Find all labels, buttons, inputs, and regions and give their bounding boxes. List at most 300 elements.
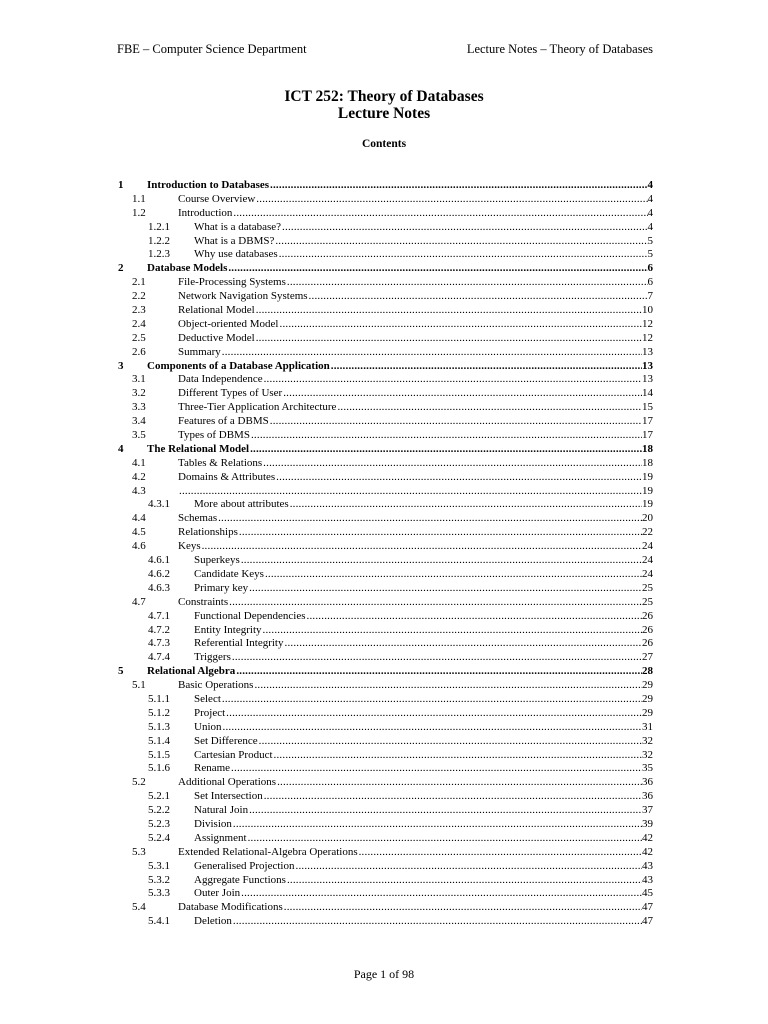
toc-entry-number: 5.2.3 bbox=[148, 817, 170, 830]
toc-entry-text bbox=[178, 276, 653, 290]
toc-entry[interactable] bbox=[117, 582, 653, 596]
toc-dot-leader bbox=[228, 262, 647, 276]
toc-entry-label: Why use databases bbox=[194, 248, 278, 261]
toc-entry-text bbox=[178, 679, 653, 693]
toc-entry-number: 1.2.1 bbox=[148, 220, 170, 233]
toc-entry-page: 13 bbox=[642, 359, 653, 372]
toc-dot-leader bbox=[263, 624, 642, 638]
toc-entry-page: 45 bbox=[642, 887, 653, 900]
toc-entry-label: Types of DBMS bbox=[178, 429, 250, 442]
toc-entry-text bbox=[147, 443, 653, 457]
toc-entry-number: 1.2 bbox=[132, 206, 146, 219]
toc-entry-label: Additional Operations bbox=[178, 776, 277, 789]
toc-dot-leader bbox=[248, 832, 642, 846]
toc-entry-text bbox=[178, 401, 653, 415]
toc-entry-text bbox=[194, 693, 653, 707]
toc-entry-text bbox=[147, 179, 653, 193]
toc-entry-text bbox=[147, 262, 653, 276]
toc-entry[interactable] bbox=[117, 485, 653, 499]
toc-entry[interactable] bbox=[117, 596, 653, 610]
toc-entry-page: 6 bbox=[647, 262, 653, 275]
toc-entry-page: 31 bbox=[642, 720, 653, 733]
toc-entry-number: 2.4 bbox=[132, 317, 146, 330]
toc-dot-leader bbox=[250, 443, 642, 457]
toc-entry[interactable] bbox=[117, 318, 653, 332]
toc-entry-number: 5.1.3 bbox=[148, 720, 170, 733]
toc-entry[interactable] bbox=[117, 457, 653, 471]
toc-dot-leader bbox=[233, 915, 642, 929]
toc-entry-number: 4.5 bbox=[132, 526, 146, 539]
toc-entry-number: 5.1.6 bbox=[148, 762, 170, 775]
toc-entry-page: 19 bbox=[642, 498, 653, 511]
toc-entry-label: Functional Dependencies bbox=[194, 609, 306, 622]
toc-entry-page: 47 bbox=[642, 915, 653, 928]
toc-entry-number: 4.3 bbox=[132, 484, 146, 497]
toc-entry-page: 28 bbox=[642, 665, 653, 678]
toc-dot-leader bbox=[287, 276, 648, 290]
toc-entry-label: Aggregate Functions bbox=[194, 873, 286, 886]
toc-entry-page: 24 bbox=[642, 554, 653, 567]
toc-entry[interactable] bbox=[117, 832, 653, 846]
toc-entry-number: 5.4 bbox=[132, 901, 146, 914]
toc-entry-text bbox=[178, 901, 653, 915]
toc-dot-leader bbox=[264, 790, 642, 804]
toc-entry-text bbox=[178, 846, 653, 860]
toc-dot-leader bbox=[296, 860, 643, 874]
toc-entry-page: 24 bbox=[642, 540, 653, 553]
toc-dot-leader bbox=[179, 485, 642, 499]
toc-entry-page: 17 bbox=[642, 415, 653, 428]
toc-entry-page: 13 bbox=[642, 373, 653, 386]
toc-entry-text bbox=[194, 874, 653, 888]
toc-entry-label: Triggers bbox=[194, 651, 231, 664]
toc-entry-text bbox=[194, 860, 653, 874]
toc-entry-number: 4.4 bbox=[132, 512, 146, 525]
toc-entry-label: Rename bbox=[194, 762, 231, 775]
toc-entry[interactable] bbox=[117, 207, 653, 221]
toc-entry[interactable] bbox=[117, 554, 653, 568]
toc-entry-page: 37 bbox=[642, 804, 653, 817]
toc-entry[interactable] bbox=[117, 540, 653, 554]
toc-entry-page: 6 bbox=[647, 276, 653, 289]
toc-entry[interactable] bbox=[117, 804, 653, 818]
toc-entry-number: 2.5 bbox=[132, 331, 146, 344]
toc-dot-leader bbox=[222, 693, 642, 707]
toc-entry-label: Primary key bbox=[194, 581, 249, 594]
toc-entry-number: 4.7.4 bbox=[148, 651, 170, 664]
toc-entry-text bbox=[147, 665, 653, 679]
toc-entry-label: Select bbox=[194, 692, 221, 705]
toc-entry-number: 5 bbox=[118, 665, 124, 678]
toc-entry-label: Union bbox=[194, 720, 222, 733]
toc-entry[interactable] bbox=[117, 637, 653, 651]
toc-entry-label: What is a database? bbox=[194, 220, 282, 233]
toc-entry-text bbox=[147, 360, 653, 374]
toc-entry-text bbox=[178, 304, 653, 318]
toc-entry-text bbox=[194, 624, 653, 638]
toc-entry-page: 19 bbox=[642, 470, 653, 483]
toc-entry-label: Project bbox=[194, 706, 226, 719]
toc-entry-label: Deductive Model bbox=[178, 331, 255, 344]
toc-dot-leader bbox=[264, 373, 642, 387]
toc-entry-number: 4.6.3 bbox=[148, 581, 170, 594]
document-title bbox=[0, 88, 768, 122]
toc-entry-text bbox=[178, 485, 653, 499]
toc-entry[interactable] bbox=[117, 818, 653, 832]
toc-entry-label: Relational Algebra bbox=[147, 665, 236, 678]
toc-dot-leader bbox=[231, 762, 642, 776]
toc-entry-label: File-Processing Systems bbox=[178, 276, 286, 289]
toc-entry[interactable] bbox=[117, 707, 653, 721]
toc-dot-leader bbox=[307, 610, 643, 624]
toc-entry-number: 5.3.3 bbox=[148, 887, 170, 900]
toc-entry-text bbox=[194, 637, 653, 651]
toc-entry-page: 19 bbox=[642, 484, 653, 497]
toc-entry[interactable] bbox=[117, 304, 653, 318]
toc-dot-leader bbox=[279, 248, 648, 262]
toc-entry-label: Network Navigation Systems bbox=[178, 290, 308, 303]
toc-entry-page: 26 bbox=[642, 609, 653, 622]
toc-entry-text bbox=[178, 457, 653, 471]
toc-entry-label: What is a DBMS? bbox=[194, 234, 275, 247]
toc-dot-leader bbox=[283, 387, 642, 401]
toc-entry-label: Referential Integrity bbox=[194, 637, 284, 650]
toc-dot-leader bbox=[359, 846, 642, 860]
toc-entry[interactable] bbox=[117, 665, 653, 679]
toc-entry[interactable] bbox=[117, 901, 653, 915]
toc-entry-page: 5 bbox=[647, 234, 653, 247]
toc-entry-text bbox=[194, 832, 653, 846]
toc-entry-page: 4 bbox=[647, 192, 653, 205]
toc-dot-leader bbox=[232, 651, 642, 665]
toc-entry-number: 4 bbox=[118, 442, 124, 455]
toc-entry[interactable] bbox=[117, 401, 653, 415]
toc-entry-label: Cartesian Product bbox=[194, 748, 273, 761]
page-footer: Page 1 of 98 bbox=[353, 967, 415, 981]
toc-entry-text bbox=[194, 651, 653, 665]
toc-entry-text bbox=[194, 582, 653, 596]
toc-entry-label: Components of a Database Application bbox=[147, 359, 330, 372]
toc-dot-leader bbox=[256, 304, 642, 318]
toc-dot-leader bbox=[263, 457, 642, 471]
toc-entry-label: Candidate Keys bbox=[194, 567, 264, 580]
toc-entry-page: 12 bbox=[642, 331, 653, 344]
toc-entry-page: 14 bbox=[642, 387, 653, 400]
toc-entry-text bbox=[178, 290, 653, 304]
toc-entry-number: 2.2 bbox=[132, 290, 146, 303]
toc-dot-leader bbox=[309, 290, 648, 304]
toc-entry-number: 4.6 bbox=[132, 540, 146, 553]
toc-entry-text bbox=[194, 804, 653, 818]
toc-entry[interactable] bbox=[117, 360, 653, 374]
toc-entry-label: Course Overview bbox=[178, 192, 256, 205]
toc-entry-label: Database Modifications bbox=[178, 901, 283, 914]
toc-entry-page: 32 bbox=[642, 734, 653, 747]
toc-entry-page: 4 bbox=[647, 179, 653, 191]
toc-entry[interactable] bbox=[117, 471, 653, 485]
toc-dot-leader bbox=[277, 776, 642, 790]
toc-dot-leader bbox=[265, 568, 642, 582]
toc-entry-label: Relationships bbox=[178, 526, 238, 539]
toc-entry[interactable] bbox=[117, 443, 653, 457]
toc-entry-number: 4.3.1 bbox=[148, 498, 170, 511]
toc-entry-page: 29 bbox=[642, 706, 653, 719]
toc-entry-text bbox=[178, 332, 653, 346]
toc-entry-label: Summary bbox=[178, 345, 221, 358]
toc-entry-page: 35 bbox=[642, 762, 653, 775]
toc-entry-number: 5.1.2 bbox=[148, 706, 170, 719]
toc-entry-text bbox=[178, 596, 653, 610]
toc-dot-leader bbox=[239, 526, 642, 540]
toc-entry-page: 32 bbox=[642, 748, 653, 761]
toc-entry-number: 5.2 bbox=[132, 776, 146, 789]
toc-entry-label: Database Models bbox=[147, 262, 228, 275]
title-line-2: Lecture Notes bbox=[337, 105, 431, 122]
contents-heading: Contents bbox=[361, 138, 407, 150]
toc-entry-label: Tables & Relations bbox=[178, 456, 263, 469]
toc-dot-leader bbox=[249, 582, 642, 596]
toc-entry-text bbox=[194, 554, 653, 568]
toc-entry[interactable] bbox=[117, 512, 653, 526]
toc-entry-label: Outer Join bbox=[194, 887, 241, 900]
toc-entry-page: 5 bbox=[647, 248, 653, 261]
toc-entry[interactable] bbox=[117, 290, 653, 304]
toc-entry-page: 12 bbox=[642, 317, 653, 330]
toc-entry-label: Generalised Projection bbox=[194, 859, 295, 872]
title-line-1: ICT 252: Theory of Databases bbox=[284, 88, 484, 105]
toc-entry[interactable] bbox=[117, 721, 653, 735]
toc-entry[interactable] bbox=[117, 429, 653, 443]
toc-entry-page: 39 bbox=[642, 817, 653, 830]
toc-entry-number: 5.1 bbox=[132, 679, 146, 692]
toc-entry[interactable] bbox=[117, 679, 653, 693]
toc-entry-label: Natural Join bbox=[194, 804, 249, 817]
toc-entry-label: Constraints bbox=[178, 595, 229, 608]
toc-entry[interactable] bbox=[117, 874, 653, 888]
toc-entry-text bbox=[178, 193, 653, 207]
toc-entry[interactable] bbox=[117, 387, 653, 401]
toc-dot-leader bbox=[233, 818, 642, 832]
toc-dot-leader bbox=[275, 235, 647, 249]
toc-entry-number: 5.1.5 bbox=[148, 748, 170, 761]
toc-dot-leader bbox=[256, 332, 642, 346]
toc-entry[interactable] bbox=[117, 415, 653, 429]
toc-entry-page: 18 bbox=[642, 456, 653, 469]
toc-entry-page: 36 bbox=[642, 776, 653, 789]
toc-dot-leader bbox=[270, 179, 647, 193]
toc-entry-page: 25 bbox=[642, 581, 653, 594]
toc-entry-page: 18 bbox=[642, 442, 653, 455]
toc-entry-label: Entity Integrity bbox=[194, 623, 262, 636]
toc-entry[interactable] bbox=[117, 790, 653, 804]
toc-entry-label: Features of a DBMS bbox=[178, 415, 269, 428]
toc-entry-text bbox=[178, 512, 653, 526]
toc-dot-leader bbox=[274, 749, 642, 763]
toc-entry-page: 7 bbox=[647, 290, 653, 303]
toc-entry-number: 4.7 bbox=[132, 595, 146, 608]
toc-dot-leader bbox=[251, 429, 642, 443]
toc-dot-leader bbox=[331, 360, 642, 374]
toc-entry[interactable] bbox=[117, 610, 653, 624]
toc-entry-page: 36 bbox=[642, 790, 653, 803]
toc-entry-label: Schemas bbox=[178, 512, 218, 525]
toc-entry-text bbox=[178, 346, 653, 360]
toc-dot-leader bbox=[254, 679, 642, 693]
toc-entry-number: 3.2 bbox=[132, 387, 146, 400]
toc-dot-leader bbox=[259, 735, 642, 749]
toc-entry[interactable] bbox=[117, 526, 653, 540]
toc-entry[interactable] bbox=[117, 498, 653, 512]
toc-entry[interactable] bbox=[117, 346, 653, 360]
toc-entry-number: 5.3.2 bbox=[148, 873, 170, 886]
toc-entry-page: 47 bbox=[642, 901, 653, 914]
toc-entry-number: 3.3 bbox=[132, 401, 146, 414]
toc-entry-number: 4.7.2 bbox=[148, 623, 170, 636]
toc-entry-label: Set Difference bbox=[194, 734, 258, 747]
toc-entry-number: 5.2.1 bbox=[148, 790, 170, 803]
toc-entry-number: 5.1.4 bbox=[148, 734, 170, 747]
toc-entry-text bbox=[194, 762, 653, 776]
toc-entry[interactable] bbox=[117, 373, 653, 387]
toc-entry-number: 1 bbox=[118, 179, 124, 191]
toc-dot-leader bbox=[276, 471, 642, 485]
toc-entry[interactable] bbox=[117, 248, 653, 262]
toc-entry-number: 4.1 bbox=[132, 456, 146, 469]
toc-entry-number: 4.7.1 bbox=[148, 609, 170, 622]
toc-entry-text bbox=[178, 471, 653, 485]
toc-entry-label: Basic Operations bbox=[178, 679, 254, 692]
toc-entry-text bbox=[178, 318, 653, 332]
toc-entry[interactable] bbox=[117, 887, 653, 901]
toc-entry-page: 24 bbox=[642, 567, 653, 580]
toc-entry-text bbox=[178, 415, 653, 429]
toc-entry-page: 15 bbox=[642, 401, 653, 414]
toc-entry-label: Domains & Attributes bbox=[178, 470, 276, 483]
toc-entry-text bbox=[194, 735, 653, 749]
toc-entry-page: 27 bbox=[642, 651, 653, 664]
toc-entry-page: 4 bbox=[647, 220, 653, 233]
toc-entry[interactable] bbox=[117, 276, 653, 290]
toc-dot-leader bbox=[337, 401, 642, 415]
toc-entry-text bbox=[194, 221, 653, 235]
toc-dot-leader bbox=[202, 540, 642, 554]
toc-entry[interactable] bbox=[117, 915, 653, 929]
toc-entry-number: 2.1 bbox=[132, 276, 146, 289]
toc-entry[interactable] bbox=[117, 193, 653, 207]
toc-entry[interactable] bbox=[117, 651, 653, 665]
toc-entry[interactable] bbox=[117, 735, 653, 749]
toc-entry[interactable] bbox=[117, 762, 653, 776]
toc-entry-number: 3 bbox=[118, 359, 124, 372]
toc-entry-text bbox=[194, 235, 653, 249]
toc-dot-leader bbox=[226, 707, 642, 721]
toc-entry[interactable] bbox=[117, 332, 653, 346]
toc-entry[interactable] bbox=[117, 235, 653, 249]
toc-entry-text bbox=[194, 915, 653, 929]
toc-entry[interactable] bbox=[117, 776, 653, 790]
toc-entry-label: Introduction to Databases bbox=[147, 179, 270, 191]
toc-entry-number: 3.4 bbox=[132, 415, 146, 428]
table-of-contents bbox=[117, 179, 653, 929]
toc-entry-number: 4.7.3 bbox=[148, 637, 170, 650]
toc-entry-page: 29 bbox=[642, 692, 653, 705]
toc-entry-page: 42 bbox=[642, 845, 653, 858]
toc-entry-text bbox=[194, 610, 653, 624]
toc-entry-page: 22 bbox=[642, 526, 653, 539]
toc-entry-text bbox=[194, 887, 653, 901]
toc-entry-label: Assignment bbox=[194, 831, 247, 844]
toc-entry-page: 13 bbox=[642, 345, 653, 358]
toc-entry-page: 26 bbox=[642, 623, 653, 636]
toc-entry-text bbox=[194, 498, 653, 512]
toc-entry-number: 5.2.2 bbox=[148, 804, 170, 817]
toc-dot-leader bbox=[236, 665, 642, 679]
toc-entry-label: Relational Model bbox=[178, 304, 255, 317]
toc-entry-label: Extended Relational-Algebra Operations bbox=[178, 845, 358, 858]
toc-entry-label: Set Intersection bbox=[194, 790, 263, 803]
toc-entry-number: 1.1 bbox=[132, 192, 146, 205]
toc-entry-page: 43 bbox=[642, 873, 653, 886]
toc-entry[interactable] bbox=[117, 846, 653, 860]
toc-entry-text bbox=[194, 568, 653, 582]
toc-dot-leader bbox=[270, 415, 642, 429]
toc-dot-leader bbox=[223, 721, 643, 735]
toc-dot-leader bbox=[241, 887, 642, 901]
toc-entry-number: 2.3 bbox=[132, 304, 146, 317]
toc-entry-text bbox=[194, 790, 653, 804]
toc-dot-leader bbox=[256, 193, 647, 207]
toc-entry-number: 2 bbox=[118, 262, 124, 275]
toc-entry[interactable] bbox=[117, 262, 653, 276]
toc-entry-page: 26 bbox=[642, 637, 653, 650]
toc-entry-label: Object-oriented Model bbox=[178, 317, 279, 330]
toc-entry-label: Division bbox=[194, 817, 232, 830]
toc-entry-text bbox=[178, 540, 653, 554]
toc-entry[interactable] bbox=[117, 860, 653, 874]
toc-entry[interactable] bbox=[117, 179, 653, 193]
toc-entry-text bbox=[194, 248, 653, 262]
toc-entry-label: Superkeys bbox=[194, 554, 240, 567]
toc-entry-text bbox=[178, 429, 653, 443]
toc-entry-number: 2.6 bbox=[132, 345, 146, 358]
toc-entry[interactable] bbox=[117, 693, 653, 707]
toc-entry-text bbox=[178, 373, 653, 387]
toc-entry-page: 42 bbox=[642, 831, 653, 844]
toc-entry-page: 43 bbox=[642, 859, 653, 872]
running-header-right: Lecture Notes – Theory of Databases bbox=[466, 42, 653, 56]
toc-entry[interactable] bbox=[117, 221, 653, 235]
toc-entry-text bbox=[178, 526, 653, 540]
toc-entry-number: 4.6.2 bbox=[148, 567, 170, 580]
toc-dot-leader bbox=[290, 498, 642, 512]
toc-entry-label: Deletion bbox=[194, 915, 232, 928]
toc-entry-text bbox=[194, 707, 653, 721]
toc-dot-leader bbox=[218, 512, 642, 526]
toc-entry-number: 5.3 bbox=[132, 845, 146, 858]
toc-entry-page: 17 bbox=[642, 429, 653, 442]
toc-entry[interactable] bbox=[117, 568, 653, 582]
toc-entry-text bbox=[178, 387, 653, 401]
toc-dot-leader bbox=[280, 318, 643, 332]
toc-entry-number: 3.5 bbox=[132, 429, 146, 442]
toc-entry-text bbox=[194, 818, 653, 832]
toc-dot-leader bbox=[229, 596, 642, 610]
toc-entry[interactable] bbox=[117, 624, 653, 638]
toc-entry[interactable] bbox=[117, 749, 653, 763]
toc-entry-page: 20 bbox=[642, 512, 653, 525]
toc-entry-page: 10 bbox=[642, 304, 653, 317]
toc-entry-label: Three-Tier Application Architecture bbox=[178, 401, 337, 414]
